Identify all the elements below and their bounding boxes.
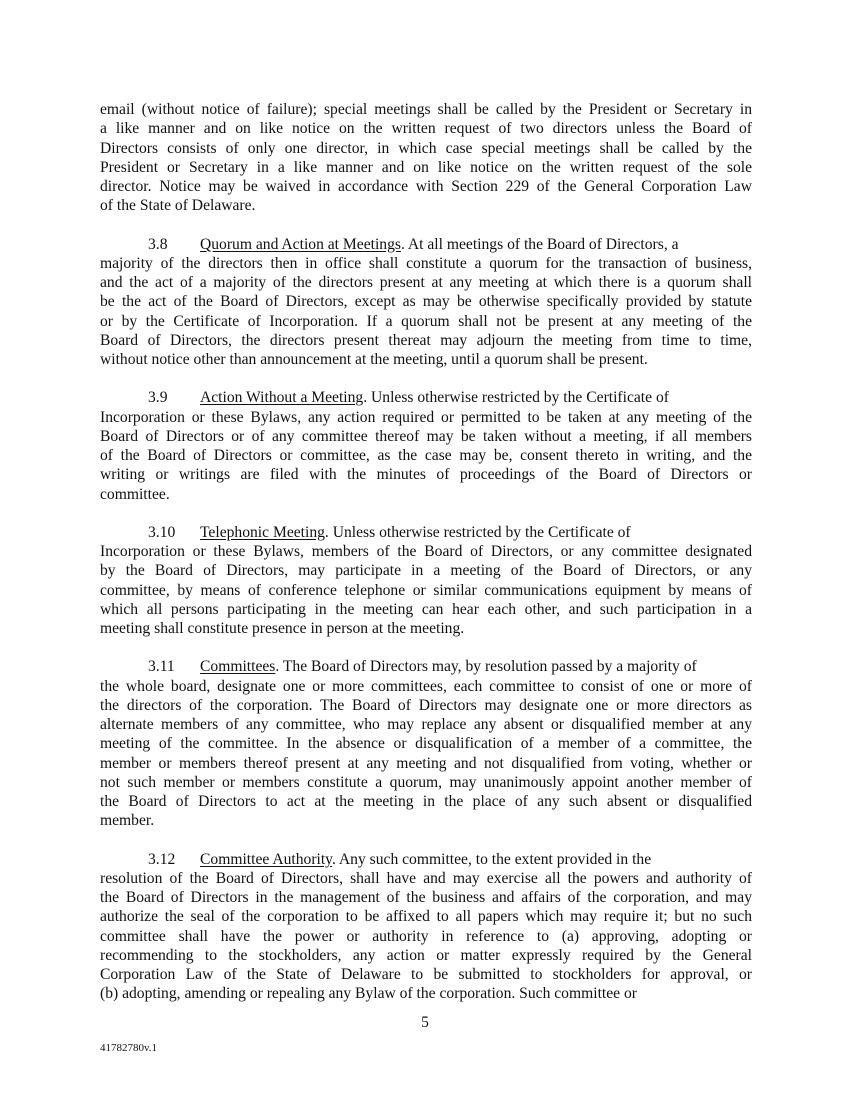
text-line: the Board of Directors in the management of the business and affairs of the corporation, and may [100, 889, 752, 906]
text-line: of the State of Delaware. [100, 197, 256, 215]
text-line: Board of Directors, the directors present thereat may adjourn the meeting from time to time, [100, 331, 752, 349]
text-line: a like manner and on like notice on the written request of two directors unless the Board of [100, 120, 752, 138]
section-first-line [100, 523, 752, 542]
section-3-8 [100, 235, 752, 370]
text-line: and the act of a majority of the directors present at any meeting at which there is a quorum shall [100, 274, 752, 291]
text-line: Incorporation or these Bylaws, any action required or permitted to be taken at any meeting of the [100, 408, 752, 426]
text-line: Directors consists of only one director, in which case special meetings shall be called by the [100, 139, 752, 157]
text-line: director. Notice may be waived in accordance with Section 229 of the General Corporation Law [100, 178, 752, 195]
text-line: the directors of the corporation. The Board of Directors may designate one or more directors as [100, 696, 752, 714]
section-3-10 [100, 523, 752, 639]
section-3-9 [100, 388, 752, 504]
text-line: be the act of the Board of Directors, except as may be otherwise specifically provided by statute [100, 293, 752, 311]
text-line: (b) adopting, amending or repealing any Bylaw of the corporation. Such committee or [100, 985, 637, 1003]
text-line: majority of the directors then in office shall constitute a quorum for the transaction of business, [100, 254, 752, 272]
text-line: Incorporation or these Bylaws, members of the Board of Directors, or any committee designated [100, 543, 752, 560]
section-3-11 [100, 657, 752, 830]
section-heading: Action Without a Meeting [200, 389, 364, 407]
text-line: meeting shall constitute presence in person at the meeting. [100, 620, 465, 637]
text-line: by the Board of Directors, may participate in a meeting of the Board of Directors, or any [100, 562, 752, 580]
section-text: . The Board of Directors may, by resolution passed by a majority of [275, 658, 697, 676]
text-line: Corporation Law of the State of Delaware to be submitted to stockholders for approval, or [100, 966, 752, 983]
text-line: or by the Certificate of Incorporation. If a quorum shall not be present at any meeting of the [100, 312, 752, 330]
text-line: of the Board of Directors or committee, as the case may be, consent thereto in writing, and the [100, 447, 752, 464]
text-line: President or Secretary in a like manner and on like notice on the written request of the sole [100, 158, 752, 176]
text-line: Board of Directors or of any committee thereof may be taken without a meeting, if all members [100, 427, 752, 445]
section-heading: Committee Authority [200, 850, 332, 868]
text-line: not such member or members constitute a quorum, may unanimously appoint another member of [100, 773, 752, 791]
text-line: meeting of the committee. In the absence or disqualification of a member of a committee, the [100, 735, 752, 753]
document-id: 41782780v.1 [100, 1042, 158, 1054]
text-line: member or members thereof present at any meeting and not disqualified from voting, whether or [100, 754, 752, 772]
text-line: committee shall have the power or authority in reference to (a) approving, adopting or [100, 927, 752, 945]
section-first-line [100, 850, 752, 869]
text-line: email (without notice of failure); special meetings shall be called by the President or Secretary in [100, 101, 752, 118]
section-number: 3.11 [148, 658, 175, 676]
text-line: which all persons participating in the meeting can hear each other, and such participation in a [100, 600, 752, 618]
text-line: recommending to the stockholders, any action or matter expressly required by the General [100, 946, 752, 964]
section-text: . Unless otherwise restricted by the Certificate of [324, 523, 631, 541]
section-3-12 [100, 850, 752, 1004]
text-line: the whole board, designate one or more committees, each committee to consist of one or more of [100, 677, 752, 695]
section-number: 3.12 [148, 850, 176, 868]
section-text: . At all meetings of the Board of Directors, a [400, 235, 679, 253]
section-number: 3.10 [148, 523, 176, 541]
intro-paragraph [100, 100, 752, 216]
text-line: alternate members of any committee, who may replace any absent or disqualified member at any [100, 716, 752, 733]
text-line: committee. [100, 485, 170, 503]
text-line: authorize the seal of the corporation to be affixed to all papers which may require it; but no such [100, 908, 752, 926]
text-line: writing or writings are filed with the minutes of proceedings of the Board of Directors or [100, 466, 752, 484]
document-body [100, 100, 752, 1023]
section-number: 3.8 [148, 235, 168, 253]
text-line: the Board of Directors to act at the meeting in the place of any such absent or disqualified [100, 793, 752, 810]
section-heading: Quorum and Action at Meetings [200, 235, 401, 253]
page-number: 5 [421, 1014, 429, 1031]
text-line: resolution of the Board of Directors, shall have and may exercise all the powers and authority of [100, 869, 752, 887]
section-text: . Any such committee, to the extent provided in the [331, 850, 652, 868]
section-first-line [100, 657, 752, 676]
section-number: 3.9 [148, 389, 168, 407]
section-first-line [100, 388, 752, 407]
text-line: without notice other than announcement at the meeting, until a quorum shall be present. [100, 351, 648, 368]
section-text: . Unless otherwise restricted by the Certificate of [363, 389, 669, 407]
text-line: committee, by means of conference telephone or similar communications equipment by means of [100, 581, 752, 599]
section-first-line [100, 235, 752, 254]
section-heading: Telephonic Meeting [200, 523, 325, 541]
text-line: member. [100, 812, 155, 830]
section-heading: Committees [200, 658, 276, 676]
